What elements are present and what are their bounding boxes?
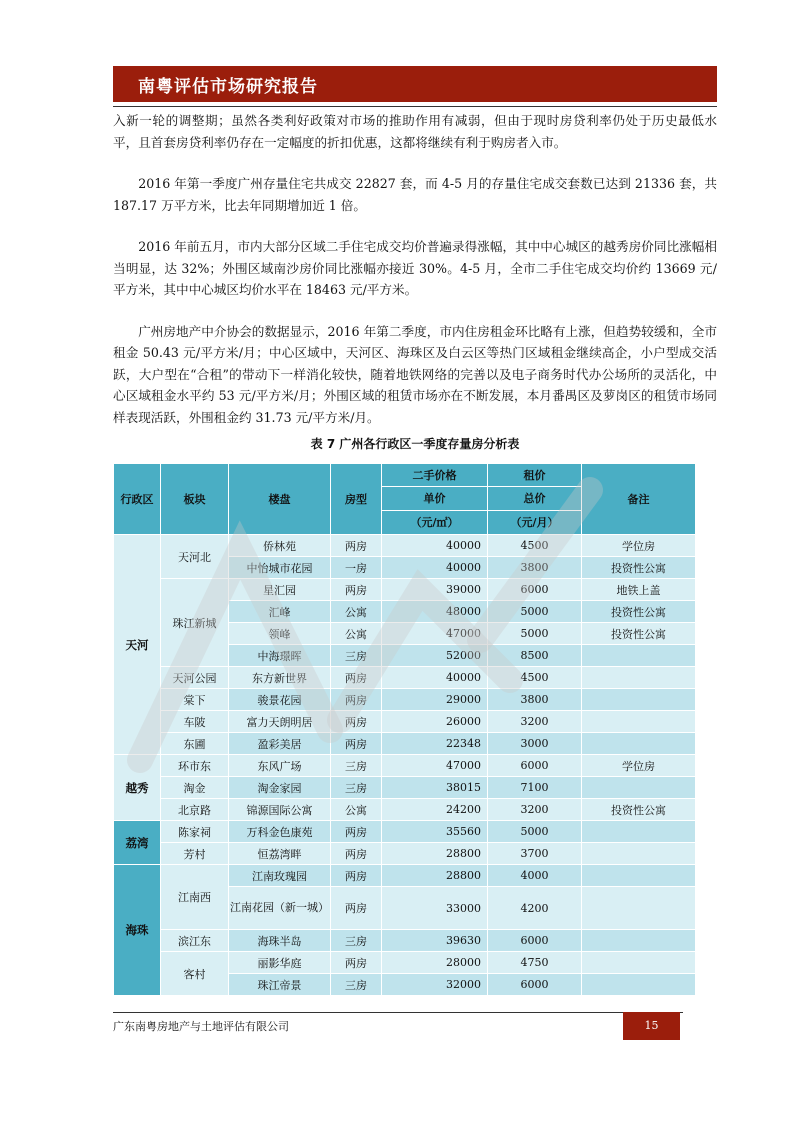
sector-cell: 江南西 — [161, 865, 229, 930]
estate-cell: 东方新世界 — [229, 667, 331, 689]
paragraph-4: 广州房地产中介协会的数据显示，2016 年第二季度，市内住房租金环比略有上涨，但趋势较缓和，全市租金 50.43 元/平方米/月；中心区域中，天河区、海珠区及白云区等热门区域租金继续高企，小户型成交活跃，大户型在“合租”的带动下一样消化较快，随着地铁网络的完善以及电子商务时代办公场所的灵活化，中心区域租金水平约 53 元/平方米/月；外围区域的租赁市场亦在不断发展，本月番禺区及萝岗区的租赁市场同样表现活跃，外围租金约 31.73 元/平方米/月。 — [113, 323, 717, 425]
sector-cell: 客村 — [161, 952, 229, 996]
estate-cell: 海珠半岛 — [229, 930, 331, 952]
header-divider — [113, 106, 717, 107]
remark-cell: 投资性公寓 — [582, 601, 696, 623]
price-cell: 40000 — [382, 557, 488, 579]
rent-cell: 6000 — [488, 930, 582, 952]
district-cell: 越秀 — [114, 755, 161, 821]
header-sector: 板块 — [161, 464, 229, 535]
rent-cell: 3200 — [488, 711, 582, 733]
remark-cell — [582, 645, 696, 667]
price-cell: 28800 — [382, 843, 488, 865]
paragraph-1: 入新一轮的调整期；虽然各类利好政策对市场的推助作用有减弱，但由于现时房贷利率仍处于历史最低水平，且首套房贷利率仍存在一定幅度的折扣优惠，这都将继续有利于购房者入市。 — [113, 113, 717, 150]
type-cell: 两房 — [331, 535, 382, 557]
estate-cell: 珠江帝景 — [229, 974, 331, 996]
type-cell: 两房 — [331, 579, 382, 601]
footer-company: 广东南粤房地产与土地评估有限公司 — [113, 1020, 289, 1033]
table-caption: 表 7 广州各行政区一季度存量房分析表 — [310, 437, 520, 451]
rent-cell: 3000 — [488, 733, 582, 755]
header-total-rent-unit: （元/月） — [488, 510, 582, 534]
type-cell: 两房 — [331, 843, 382, 865]
rent-cell: 3200 — [488, 799, 582, 821]
district-cell: 荔湾 — [114, 821, 161, 865]
type-cell: 两房 — [331, 667, 382, 689]
type-cell: 两房 — [331, 865, 382, 887]
header-unit-price-unit: （元/㎡） — [382, 510, 488, 534]
remark-cell: 学位房 — [582, 755, 696, 777]
paragraph-2: 2016 年第一季度广州存量住宅共成交 22827 套，而 4-5 月的存量住宅成交套数已达到 21336 套，共 187.17 万平方米，比去年同期增加近 1 倍。 — [113, 176, 717, 213]
header-district: 行政区 — [114, 464, 161, 535]
sector-cell: 北京路 — [161, 799, 229, 821]
sector-cell: 车陂 — [161, 711, 229, 733]
type-cell: 三房 — [331, 755, 382, 777]
remark-cell — [582, 930, 696, 952]
body-text — [113, 110, 717, 428]
type-cell: 公寓 — [331, 799, 382, 821]
price-cell: 28000 — [382, 952, 488, 974]
rent-cell: 4000 — [488, 865, 582, 887]
rent-cell: 6000 — [488, 579, 582, 601]
rent-cell: 6000 — [488, 974, 582, 996]
sector-cell: 环市东 — [161, 755, 229, 777]
estate-cell: 东风广场 — [229, 755, 331, 777]
type-cell: 三房 — [331, 645, 382, 667]
rent-cell: 5000 — [488, 821, 582, 843]
price-cell: 40000 — [382, 535, 488, 557]
estate-cell: 侨林苑 — [229, 535, 331, 557]
rent-cell: 3700 — [488, 843, 582, 865]
header-rent: 租价 — [488, 464, 582, 487]
rent-cell: 8500 — [488, 645, 582, 667]
type-cell: 两房 — [331, 887, 382, 930]
sector-cell: 东圃 — [161, 733, 229, 755]
estate-cell: 万科金色康苑 — [229, 821, 331, 843]
price-cell: 35560 — [382, 821, 488, 843]
remark-cell — [582, 777, 696, 799]
footer-divider — [113, 1012, 683, 1013]
estate-cell: 丽影华庭 — [229, 952, 331, 974]
rent-cell: 4500 — [488, 667, 582, 689]
estate-cell: 江南玫瑰园 — [229, 865, 331, 887]
header-total-rent: 总价 — [488, 486, 582, 510]
remark-cell: 投资性公寓 — [582, 623, 696, 645]
type-cell: 三房 — [331, 974, 382, 996]
header-unit-price: 单价 — [382, 486, 488, 510]
price-cell: 47000 — [382, 755, 488, 777]
type-cell: 两房 — [331, 711, 382, 733]
price-cell: 40000 — [382, 667, 488, 689]
price-cell: 32000 — [382, 974, 488, 996]
header-estate: 楼盘 — [229, 464, 331, 535]
rent-cell: 3800 — [488, 557, 582, 579]
sector-cell: 陈家祠 — [161, 821, 229, 843]
type-cell: 两房 — [331, 952, 382, 974]
remark-cell — [582, 689, 696, 711]
paragraph-3: 2016 年前五月，市内大部分区域二手住宅成交均价普遍录得涨幅，其中中心城区的越秀房价同比涨幅相当明显，达 32%；外围区域南沙房价同比涨幅亦接近 30%。4-5 月，全市二手住宅成交均价约 13669 元/平方米，其中中心城区均价水平在 18463 元/平方米。 — [113, 239, 717, 297]
estate-cell: 骏景花园 — [229, 689, 331, 711]
price-cell: 24200 — [382, 799, 488, 821]
sector-cell: 天河北 — [161, 535, 229, 579]
type-cell: 三房 — [331, 930, 382, 952]
estate-cell: 星汇园 — [229, 579, 331, 601]
estate-cell: 中怡城市花园 — [229, 557, 331, 579]
remark-cell — [582, 711, 696, 733]
price-cell: 26000 — [382, 711, 488, 733]
remark-cell: 投资性公寓 — [582, 557, 696, 579]
type-cell: 两房 — [331, 733, 382, 755]
type-cell: 公寓 — [331, 601, 382, 623]
header-remark: 备注 — [582, 464, 696, 535]
remark-cell — [582, 952, 696, 974]
rent-cell: 3800 — [488, 689, 582, 711]
estate-cell: 江南花园（新一城） — [229, 887, 331, 930]
estate-cell: 汇峰 — [229, 601, 331, 623]
estate-cell: 中海璟晖 — [229, 645, 331, 667]
report-title: 南粤评估市场研究报告 — [138, 77, 318, 97]
price-cell: 48000 — [382, 601, 488, 623]
price-cell: 28800 — [382, 865, 488, 887]
remark-cell — [582, 667, 696, 689]
sector-cell: 芳村 — [161, 843, 229, 865]
remark-cell: 投资性公寓 — [582, 799, 696, 821]
sector-cell: 棠下 — [161, 689, 229, 711]
type-cell: 两房 — [331, 821, 382, 843]
estate-cell: 富力天朗明居 — [229, 711, 331, 733]
estate-cell: 盈彩美居 — [229, 733, 331, 755]
district-cell: 海珠 — [114, 865, 161, 996]
remark-cell: 学位房 — [582, 535, 696, 557]
price-cell: 38015 — [382, 777, 488, 799]
remark-cell — [582, 733, 696, 755]
rent-cell: 4750 — [488, 952, 582, 974]
header-second-hand: 二手价格 — [382, 464, 488, 487]
type-cell: 公寓 — [331, 623, 382, 645]
remark-cell — [582, 974, 696, 996]
sector-cell: 淘金 — [161, 777, 229, 799]
remark-cell — [582, 865, 696, 887]
price-cell: 47000 — [382, 623, 488, 645]
rent-cell: 5000 — [488, 623, 582, 645]
rent-price-table — [113, 463, 696, 996]
rent-cell: 7100 — [488, 777, 582, 799]
sector-cell: 滨江东 — [161, 930, 229, 952]
price-cell: 39630 — [382, 930, 488, 952]
remark-cell — [582, 843, 696, 865]
remark-cell — [582, 821, 696, 843]
header-type: 房型 — [331, 464, 382, 535]
price-cell: 22348 — [382, 733, 488, 755]
sector-cell: 珠江新城 — [161, 579, 229, 667]
price-cell: 33000 — [382, 887, 488, 930]
price-cell: 29000 — [382, 689, 488, 711]
price-cell: 39000 — [382, 579, 488, 601]
rent-cell: 4500 — [488, 535, 582, 557]
district-cell: 天河 — [114, 535, 161, 755]
report-header-bar — [113, 66, 717, 102]
estate-cell: 恒荔湾畔 — [229, 843, 331, 865]
estate-cell: 领峰 — [229, 623, 331, 645]
rent-cell: 6000 — [488, 755, 582, 777]
type-cell: 三房 — [331, 777, 382, 799]
type-cell: 一房 — [331, 557, 382, 579]
estate-cell: 淘金家园 — [229, 777, 331, 799]
type-cell: 两房 — [331, 689, 382, 711]
remark-cell — [582, 887, 696, 930]
rent-cell: 4200 — [488, 887, 582, 930]
sector-cell: 天河公园 — [161, 667, 229, 689]
page-number: 15 — [623, 1012, 680, 1040]
remark-cell: 地铁上盖 — [582, 579, 696, 601]
estate-cell: 锦源国际公寓 — [229, 799, 331, 821]
rent-cell: 5000 — [488, 601, 582, 623]
price-cell: 52000 — [382, 645, 488, 667]
